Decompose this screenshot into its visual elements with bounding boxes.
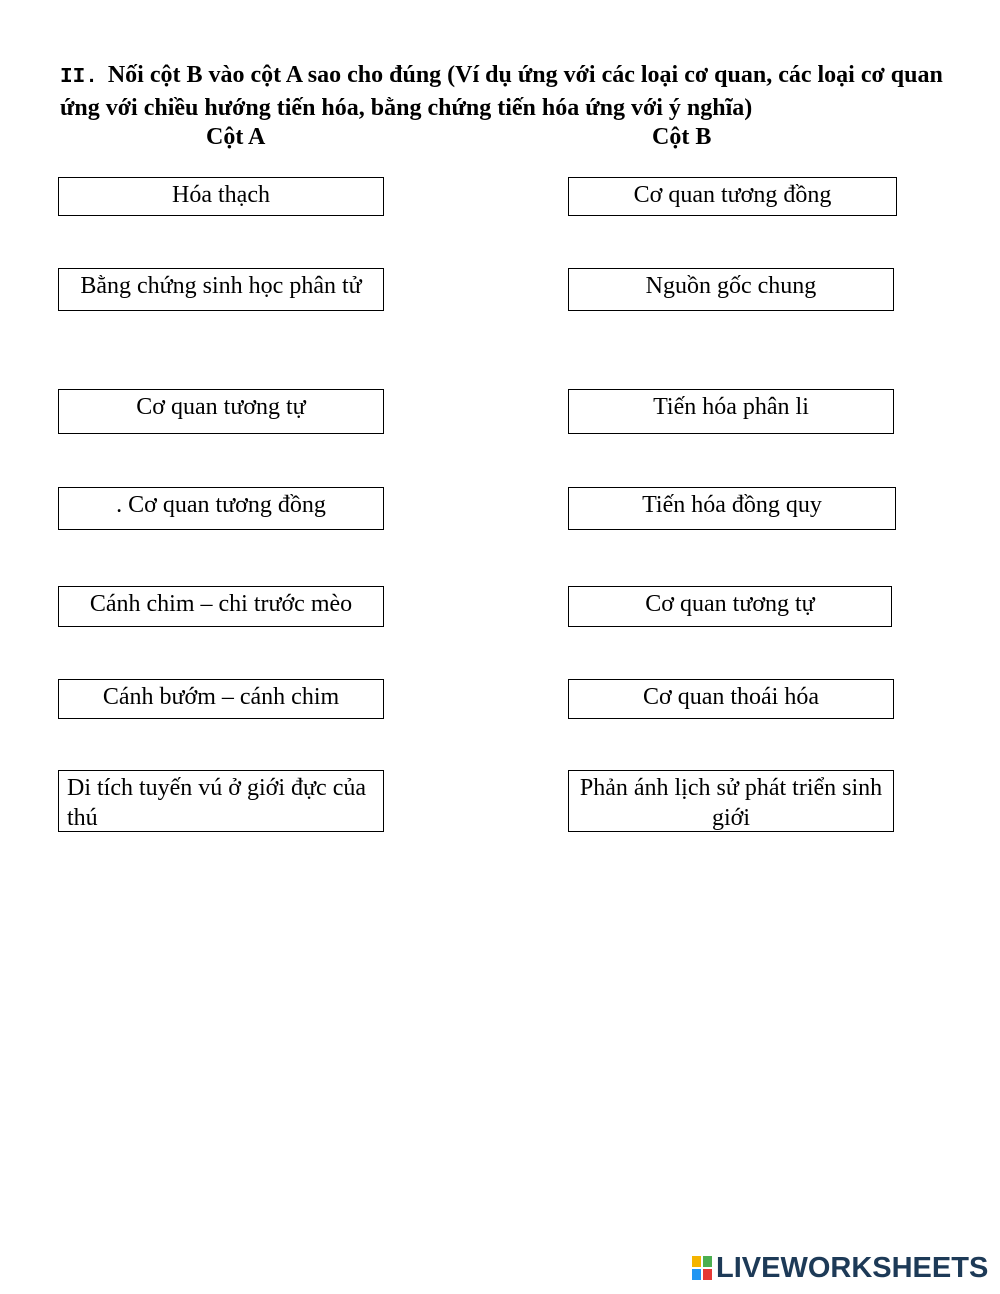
liveworksheets-logo-icon <box>692 1256 714 1282</box>
column-b-item-2[interactable]: Nguồn gốc chung <box>568 268 894 311</box>
exercise-heading <box>60 60 960 123</box>
column-a-item-6[interactable]: Cánh bướm – cánh chim <box>58 679 384 719</box>
exercise-number: II. <box>60 66 98 89</box>
column-a-item-4[interactable]: . Cơ quan tương đồng <box>58 487 384 530</box>
column-b-item-7[interactable]: Phản ánh lịch sử phát triển sinh giới <box>568 770 894 832</box>
column-b-item-3[interactable]: Tiến hóa phân li <box>568 389 894 434</box>
liveworksheets-logo-text: LIVEWORKSHEETS <box>716 1252 989 1284</box>
column-a-item-5[interactable]: Cánh chim – chi trước mèo <box>58 586 384 627</box>
column-b-item-6[interactable]: Cơ quan thoái hóa <box>568 679 894 719</box>
column-b-item-1[interactable]: Cơ quan tương đồng <box>568 177 897 216</box>
column-a-item-3[interactable]: Cơ quan tương tự <box>58 389 384 434</box>
column-b-item-4[interactable]: Tiến hóa đồng quy <box>568 487 896 530</box>
column-a-item-7[interactable]: Di tích tuyến vú ở giới đực của thú <box>58 770 384 832</box>
exercise-instruction: Nối cột B vào cột A sao cho đúng (Ví dụ ứng với các loại cơ quan, các loại cơ quan ứng với chiều hướng tiến hóa, bằng chứng tiến hóa ứng với ý nghĩa) <box>60 62 943 121</box>
column-a-item-1[interactable]: Hóa thạch <box>58 177 384 216</box>
column-b-item-5[interactable]: Cơ quan tương tự <box>568 586 892 627</box>
liveworksheets-logo <box>692 1252 988 1285</box>
column-a-label: Cột A <box>206 124 266 150</box>
column-a-item-2[interactable]: Bằng chứng sinh học phân tử <box>58 268 384 311</box>
column-b-label: Cột B <box>652 124 712 150</box>
